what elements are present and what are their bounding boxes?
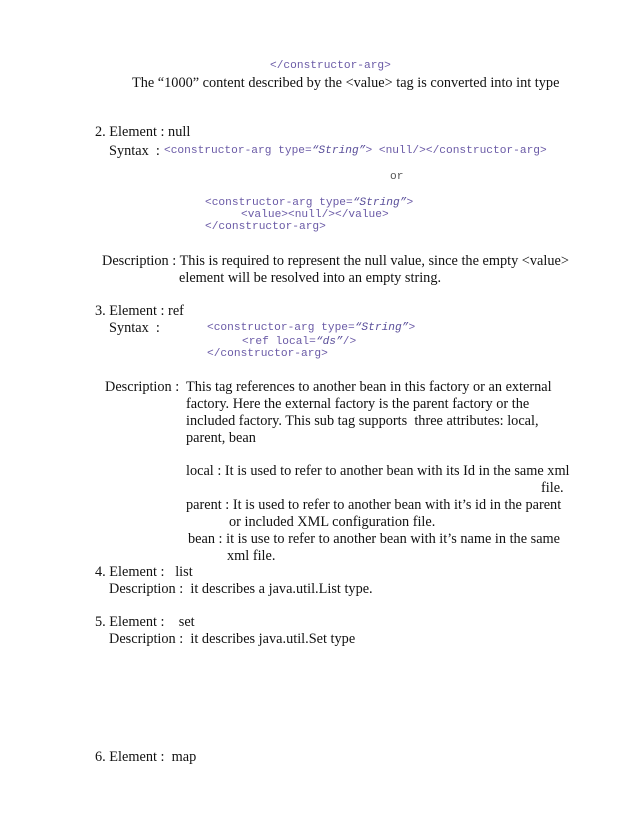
- ref-bean-attribute-line1: bean : it is use to refer to another bean with it’s name in the same: [188, 531, 561, 547]
- element-ref-code-line2: <ref local=“ds”/>: [242, 336, 357, 348]
- element-ref-description-line: factory. Here the external factory is the parent factory or the: [186, 396, 530, 412]
- element-null-alt-code-line1: <constructor-arg type=“String”>: [205, 197, 414, 209]
- element-ref-description-line: This tag references to another bean in this factory or an external: [186, 379, 552, 395]
- element-ref-syntax-label: Syntax :: [109, 320, 160, 336]
- element-null-or: or: [390, 171, 404, 183]
- element-ref-description-line: parent, bean: [186, 430, 256, 446]
- element-null-alt-code-line2: <value><null/></value>: [241, 209, 389, 221]
- intro-note: The “1000” content described by the <value> tag is converted into int type: [132, 75, 560, 91]
- element-null-code-line: <constructor-arg type=“String”> <null/></constructor-arg>: [164, 145, 547, 157]
- ref-bean-attribute-line2: xml file.: [227, 548, 276, 564]
- ref-parent-attribute-line2: or included XML configuration file.: [229, 514, 436, 530]
- element-null-alt-code-line3: </constructor-arg>: [205, 221, 326, 233]
- element-null-description-line2: element will be resolved into an empty string.: [179, 270, 442, 286]
- element-ref-description-label: Description :: [105, 379, 183, 395]
- ref-local-attribute-line1: local : It is used to refer to another bean with its Id in the same xml: [186, 463, 570, 479]
- element-ref-heading: 3. Element : ref: [95, 303, 184, 319]
- element-set-heading: 5. Element : set: [95, 614, 195, 630]
- element-ref-code-line3: </constructor-arg>: [207, 348, 328, 360]
- ref-parent-attribute-line1: parent : It is used to refer to another bean with it’s id in the parent: [186, 497, 562, 513]
- element-set-description: Description : it describes java.util.Set type: [109, 631, 356, 647]
- element-null-heading: 2. Element : null: [95, 124, 191, 140]
- element-null-syntax-label: Syntax :: [109, 143, 160, 159]
- ref-local-attribute-line2: file.: [541, 480, 564, 496]
- element-list-heading: 4. Element : list: [95, 564, 193, 580]
- element-null-description-line1: Description : This is required to represent the null value, since the empty <value>: [102, 253, 569, 269]
- element-map-heading: 6. Element : map: [95, 749, 197, 765]
- closing-tag-code: </constructor-arg>: [270, 60, 391, 72]
- element-ref-description-line: included factory. This sub tag supports three attributes: local,: [186, 413, 539, 429]
- element-list-description: Description : it describes a java.util.List type.: [109, 581, 373, 597]
- element-ref-code-line1: <constructor-arg type=“String”>: [207, 322, 416, 334]
